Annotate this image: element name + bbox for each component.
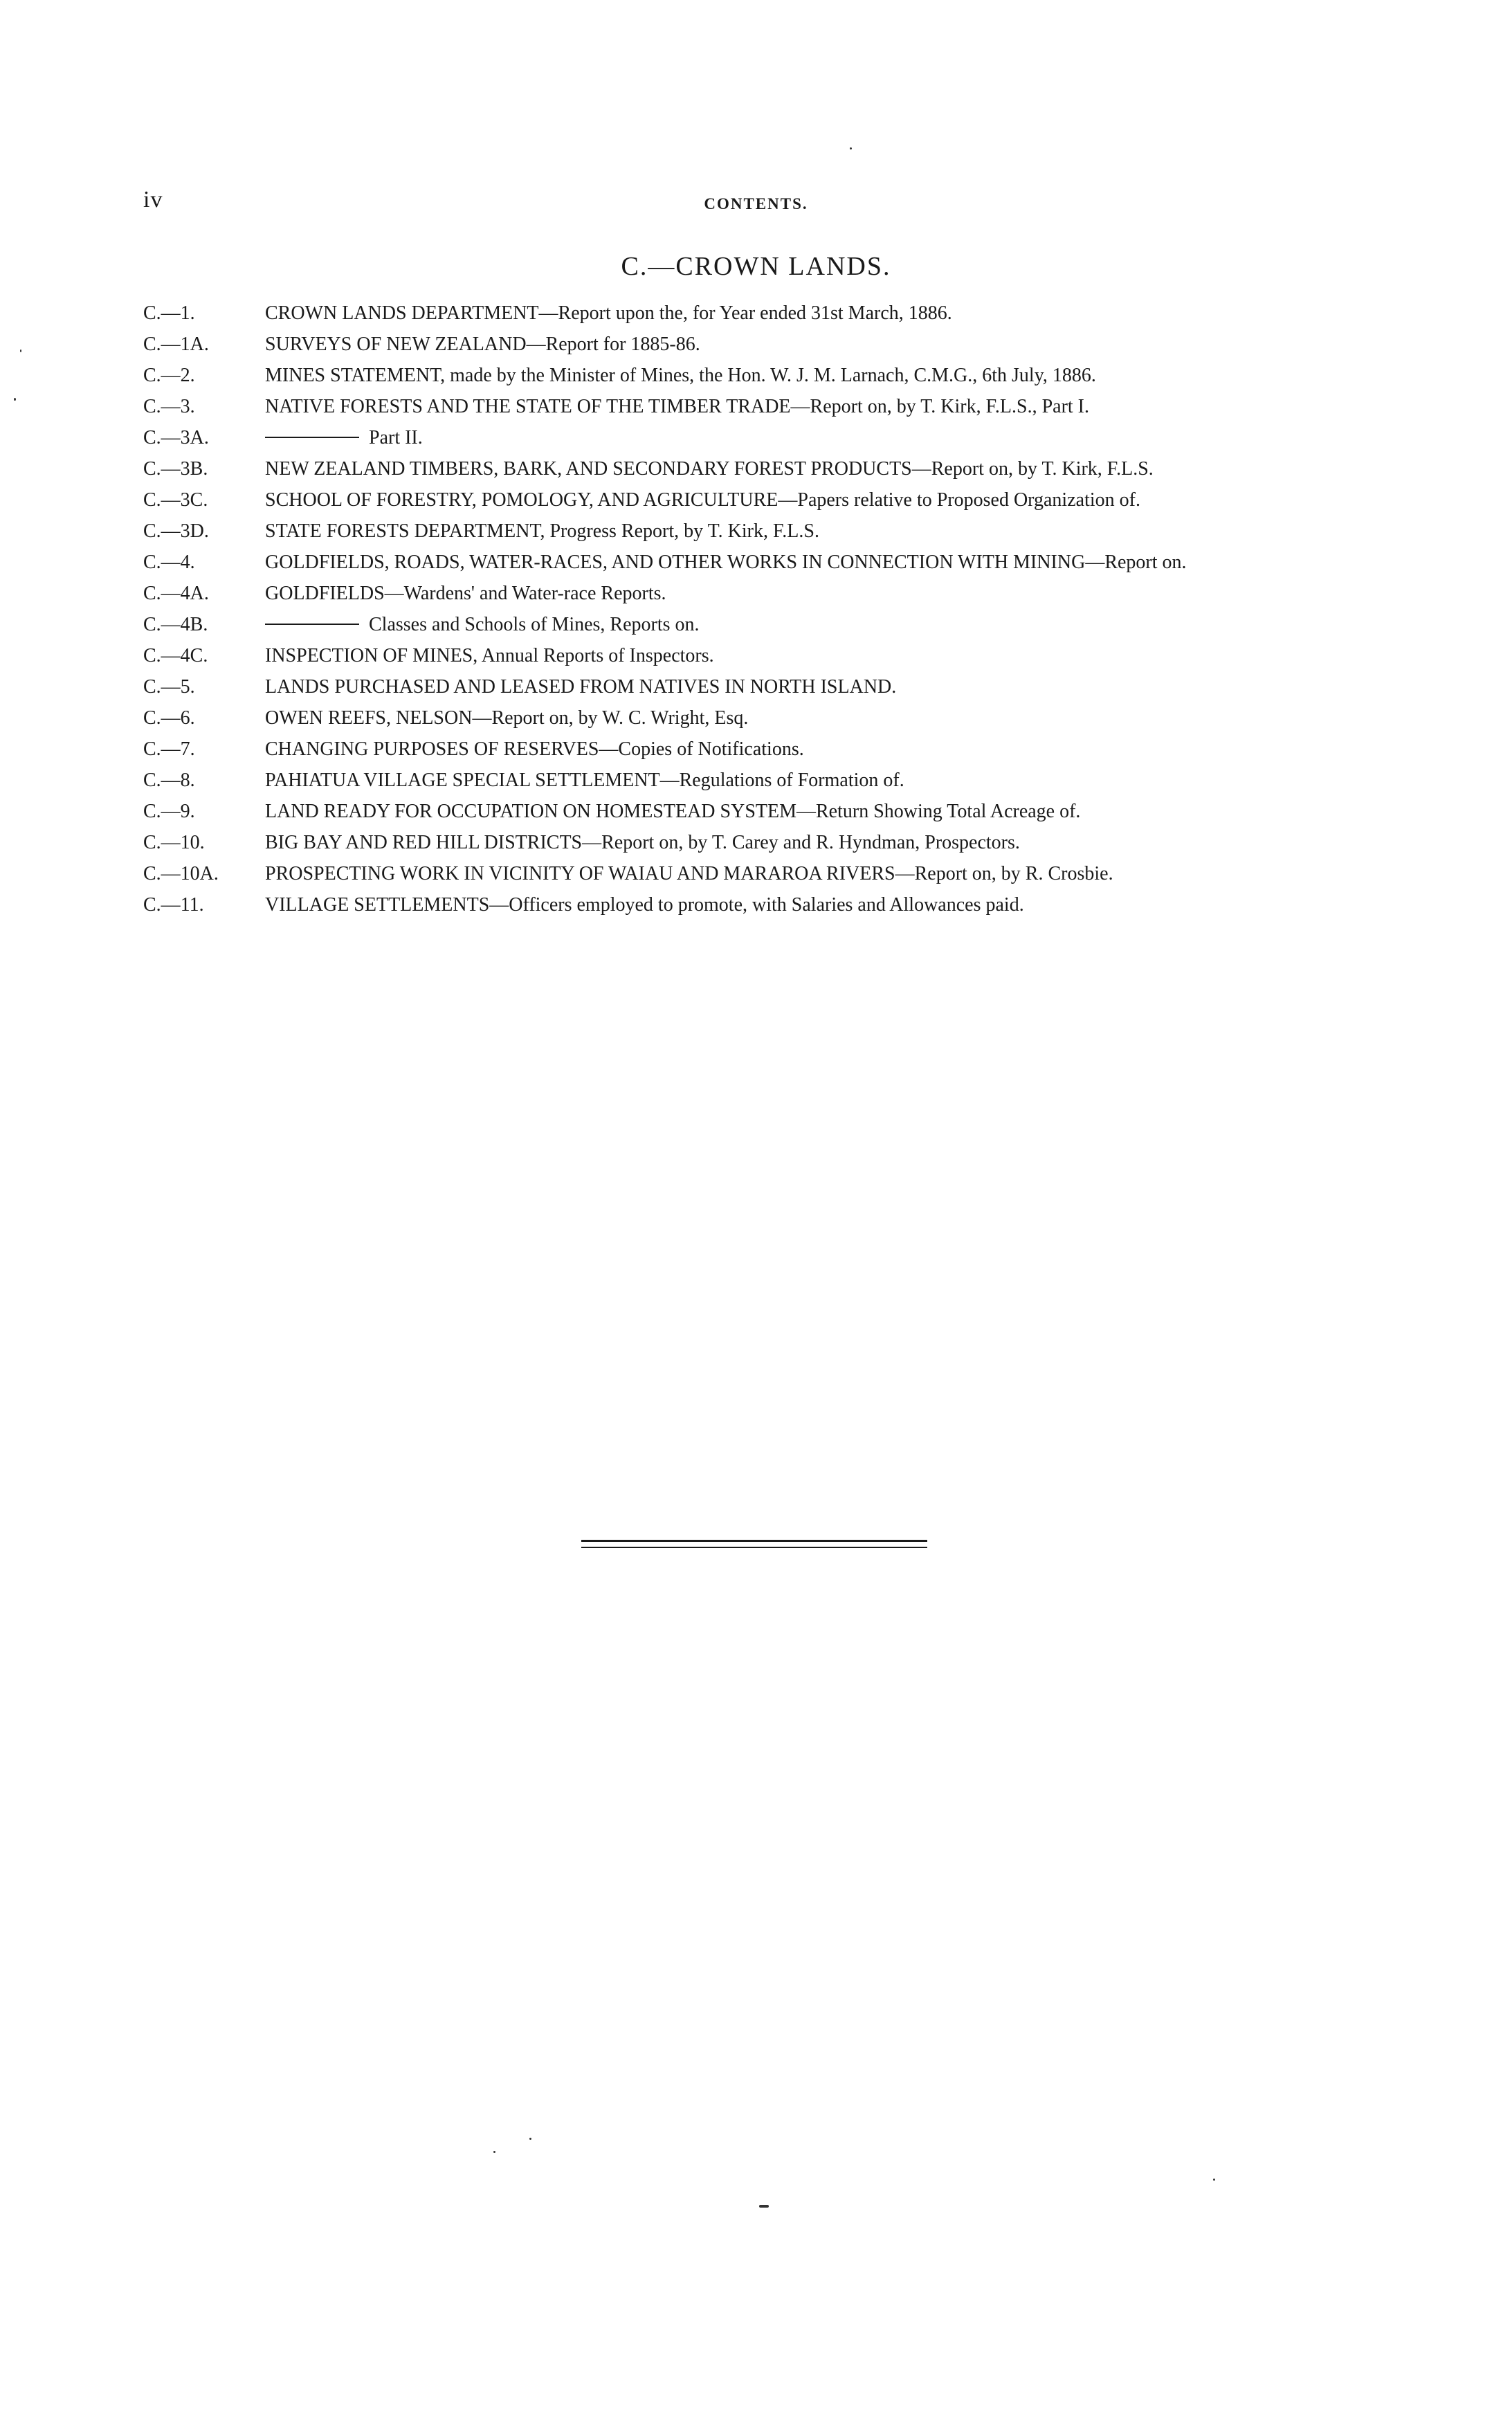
- scan-speck: [1213, 2179, 1215, 2181]
- ditto-rule: [265, 624, 359, 625]
- entry-title: Part II.: [369, 427, 423, 448]
- entry-title: CROWN LANDS DEPARTMENT—Report upon the, for Year ended 31st March, 1886.: [265, 302, 952, 324]
- contents-entry: [143, 830, 1376, 855]
- entry-code: C.—3.: [143, 396, 195, 417]
- contents-entry: [143, 426, 1376, 451]
- entry-title: GOLDFIELDS, ROADS, WATER-RACES, AND OTHER WORKS IN CONNECTION WITH MINING—Report on.: [265, 552, 1187, 573]
- contents-entry: [143, 612, 1376, 637]
- entry-description: [265, 394, 1376, 419]
- entry-description: [265, 612, 1376, 637]
- contents-entry: [143, 644, 1376, 669]
- contents-list: [143, 301, 1376, 924]
- entry-title: VILLAGE SETTLEMENTS—Officers employed to promote, with Salaries and Allowances paid.: [265, 894, 1024, 916]
- contents-entry: [143, 394, 1376, 419]
- entry-description: [265, 301, 1376, 326]
- entry-description: [265, 799, 1376, 824]
- entry-code: C.—6.: [143, 707, 195, 729]
- scan-speck: [14, 398, 16, 401]
- scan-speck: [529, 2138, 531, 2140]
- contents-entry: [143, 893, 1376, 918]
- entry-title: SURVEYS OF NEW ZEALAND—Report for 1885-86.: [265, 334, 700, 355]
- entry-code: C.—10A.: [143, 863, 219, 884]
- ditto-rule: [265, 437, 359, 438]
- entry-code: C.—4A.: [143, 583, 209, 604]
- entry-title: SCHOOL OF FORESTRY, POMOLOGY, AND AGRICULTURE—Papers relative to Proposed Organization of.: [265, 489, 1140, 511]
- entry-description: [265, 737, 1376, 762]
- entry-description: [265, 893, 1376, 918]
- scan-speck: [20, 349, 21, 352]
- entry-title: MINES STATEMENT, made by the Minister of Mines, the Hon. W. J. M. Larnach, C.M.G., 6th July, 1886.: [265, 365, 1096, 386]
- contents-entry: [143, 768, 1376, 793]
- entry-description: [265, 675, 1376, 700]
- entry-title: BIG BAY AND RED HILL DISTRICTS—Report on, by T. Carey and R. Hyndman, Prospectors.: [265, 832, 1020, 853]
- entry-code: C.—11.: [143, 894, 204, 916]
- entry-description: [265, 332, 1376, 357]
- contents-entry: [143, 675, 1376, 700]
- entry-code: C.—4B.: [143, 614, 208, 635]
- entry-title: NATIVE FORESTS AND THE STATE OF THE TIMBER TRADE—Report on, by T. Kirk, F.L.S., Part I.: [265, 396, 1089, 417]
- entry-description: [265, 488, 1376, 513]
- contents-entry: [143, 301, 1376, 326]
- running-head: CONTENTS.: [704, 195, 808, 212]
- entry-title: PROSPECTING WORK IN VICINITY OF WAIAU AND MARAROA RIVERS—Report on, by R. Crosbie.: [265, 863, 1113, 884]
- entry-title: LAND READY FOR OCCUPATION ON HOMESTEAD SYSTEM—Return Showing Total Acreage of.: [265, 801, 1081, 822]
- contents-entry: [143, 488, 1376, 513]
- entry-title: PAHIATUA VILLAGE SPECIAL SETTLEMENT—Regulations of Formation of.: [265, 770, 904, 791]
- entry-title: STATE FORESTS DEPARTMENT, Progress Report, by T. Kirk, F.L.S.: [265, 520, 819, 542]
- contents-entry: [143, 737, 1376, 762]
- scan-speck: [759, 2205, 769, 2208]
- entry-code: C.—3B.: [143, 458, 208, 480]
- entry-description: [265, 862, 1376, 887]
- end-rule: [581, 1540, 927, 1548]
- entry-code: C.—4C.: [143, 645, 208, 666]
- entry-title: GOLDFIELDS—Wardens' and Water-race Reports.: [265, 583, 666, 604]
- contents-entry: [143, 457, 1376, 482]
- entry-code: C.—8.: [143, 770, 195, 791]
- page-number: iv: [143, 187, 163, 212]
- entry-title: Classes and Schools of Mines, Reports on.: [369, 614, 700, 635]
- entry-code: C.—5.: [143, 676, 195, 698]
- entry-code: C.—3A.: [143, 427, 209, 448]
- entry-title: CHANGING PURPOSES OF RESERVES—Copies of Notifications.: [265, 738, 804, 760]
- entry-description: [265, 581, 1376, 606]
- entry-code: C.—1A.: [143, 334, 209, 355]
- entry-description: [265, 644, 1376, 669]
- entry-title: INSPECTION OF MINES, Annual Reports of Inspectors.: [265, 645, 714, 666]
- entry-title: OWEN REEFS, NELSON—Report on, by W. C. Wright, Esq.: [265, 707, 749, 729]
- contents-entry: [143, 363, 1376, 388]
- entry-description: [265, 363, 1376, 388]
- entry-description: [265, 519, 1376, 544]
- scan-speck: [850, 147, 852, 149]
- section-title: C.—CROWN LANDS.: [621, 252, 891, 281]
- contents-entry: [143, 519, 1376, 544]
- entry-code: C.—1.: [143, 302, 195, 324]
- entry-title: NEW ZEALAND TIMBERS, BARK, AND SECONDARY FOREST PRODUCTS—Report on, by T. Kirk, F.L.S.: [265, 458, 1154, 480]
- entry-code: C.—7.: [143, 738, 195, 760]
- contents-entry: [143, 799, 1376, 824]
- entry-description: [265, 830, 1376, 855]
- entry-description: [265, 426, 1376, 451]
- entry-code: C.—9.: [143, 801, 195, 822]
- entry-description: [265, 550, 1376, 575]
- contents-entry: [143, 581, 1376, 606]
- entry-description: [265, 768, 1376, 793]
- contents-entry: [143, 862, 1376, 887]
- contents-entry: [143, 706, 1376, 731]
- entry-title: LANDS PURCHASED AND LEASED FROM NATIVES IN NORTH ISLAND.: [265, 676, 897, 698]
- contents-entry: [143, 332, 1376, 357]
- entry-code: C.—4.: [143, 552, 195, 573]
- entry-code: C.—2.: [143, 365, 195, 386]
- entry-description: [265, 706, 1376, 731]
- contents-entry: [143, 550, 1376, 575]
- entry-code: C.—3C.: [143, 489, 208, 511]
- entry-code: C.—3D.: [143, 520, 209, 542]
- scan-speck: [493, 2151, 495, 2153]
- entry-code: C.—10.: [143, 832, 205, 853]
- entry-description: [265, 457, 1376, 482]
